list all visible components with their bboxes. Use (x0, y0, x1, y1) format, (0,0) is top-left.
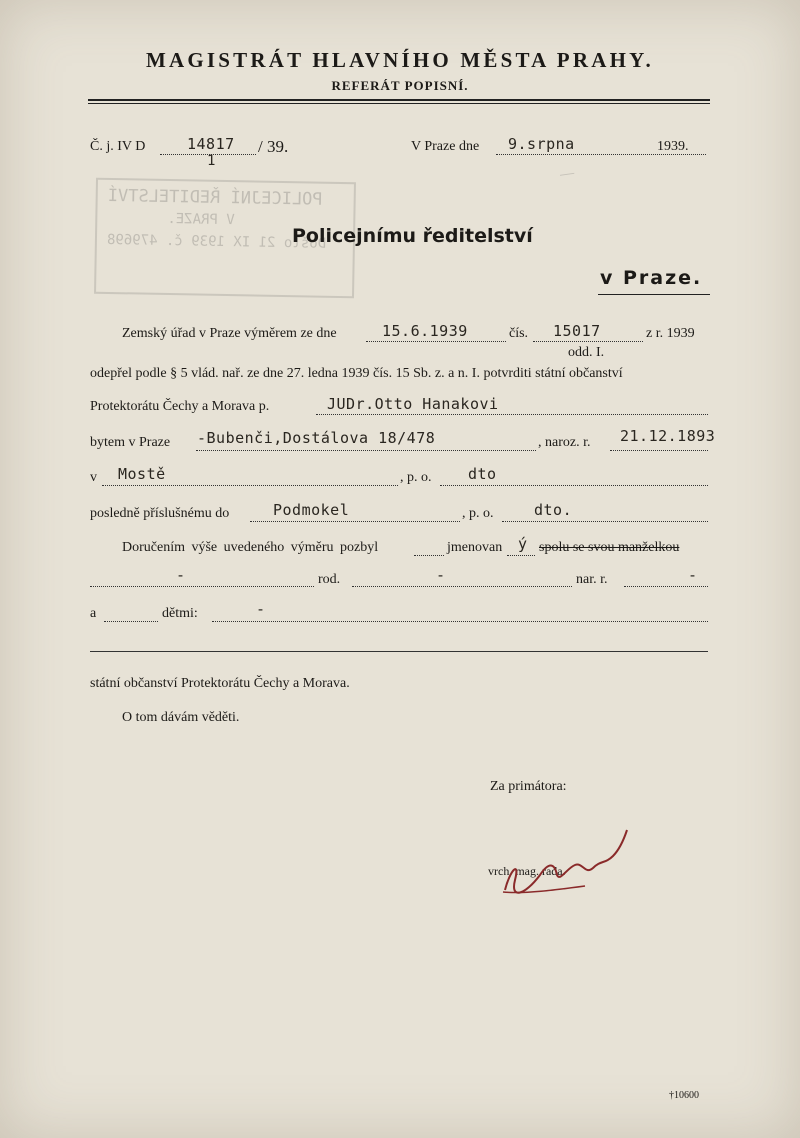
spouse-birth-label: nar. r. (576, 572, 608, 587)
ref-year: / 39. (258, 137, 289, 156)
po-value: dto (468, 465, 497, 483)
dash-3: - (688, 566, 698, 584)
and-label: a (90, 606, 97, 621)
residence-label: bytem v Praze (90, 435, 171, 450)
ref-prefix: Č. j. IV D (90, 139, 146, 154)
decree-department: odd. I. (568, 345, 605, 360)
loss-statement: Doručením výše uvedeného výměru pozbyl (122, 540, 379, 555)
addressee-line-2: v Praze. (600, 267, 703, 289)
closing-statement: O tom dávám věděti. (122, 710, 240, 725)
date-label: V Praze dne (411, 139, 480, 154)
person-label: Protektorátu Čechy a Morava p. (90, 399, 270, 414)
named-label: jmenovan (447, 540, 503, 555)
stamp-line-2: V PRAZE. (167, 210, 235, 229)
named-suffix: ý (518, 535, 528, 553)
addressee-line-1: Policejnímu ředitelství (292, 225, 533, 247)
legal-basis-text: odepřel podle § 5 vlád. nař. ze dne 27. ledna 1939 čís. 15 Sb. z. a n. I. potvrditi státní občanství (90, 366, 623, 381)
ref-number: 14817 (187, 135, 235, 153)
stamp-line-1: POLICEJNÍ ŘEDITELSTVÍ (107, 185, 323, 210)
header-title: MAGISTRÁT HLAVNÍHO MĚSTA PRAHY. (145, 48, 654, 72)
ref-sub: 1 (207, 153, 216, 169)
birth-label: , naroz. r. (538, 435, 591, 450)
birth-date: 21.12.1893 (620, 427, 716, 445)
po2-label: , p. o. (462, 506, 494, 521)
last-residence-place: Podmokel (273, 501, 350, 519)
date-year: 1939. (657, 139, 689, 154)
birthplace-label: v (90, 470, 97, 485)
po-label: , p. o. (400, 470, 432, 485)
date-day-month: 9.srpna (508, 135, 575, 153)
citizenship-statement: státní občanství Protektorátu Čechy a Morava. (90, 676, 350, 691)
signatory-title: vrch. mag. rada. (488, 864, 566, 878)
birthplace: Mostě (118, 465, 166, 483)
header-rule-bottom (88, 103, 710, 104)
last-residence-label: posledně příslušnému do (90, 506, 230, 521)
pencil-note-1: — (558, 164, 576, 183)
decree-label: Zemský úřad v Praze výměrem ze dne (122, 326, 337, 341)
header-subtitle: REFERÁT POPISNÍ. (331, 78, 469, 93)
decree-year: z r. 1939 (646, 326, 695, 341)
struck-spouse-text: spolu se svou manželkou (539, 540, 680, 555)
po2-value: dto. (534, 501, 573, 519)
decree-no-label: čís. (509, 326, 529, 341)
children-label: dětmi: (162, 606, 198, 621)
header-rule-top (88, 99, 710, 101)
dash-4: - (256, 600, 266, 618)
residence-address: -Bubenči,Dostálova 18/478 (197, 429, 436, 447)
decree-number: 15017 (553, 322, 601, 340)
decree-date: 15.6.1939 (382, 322, 468, 340)
dash-1: - (176, 566, 186, 584)
signatory-label: Za primátora: (490, 779, 567, 794)
person-name: JUDr.Otto Hanakovi (327, 395, 499, 413)
form-code: †10600 (669, 1090, 699, 1101)
dash-2: - (436, 566, 446, 584)
stamp-line-3: Došlo 21 IX 1939 č. 479698 (106, 231, 327, 252)
maiden-name-label: rod. (318, 572, 341, 587)
handwritten-signature (495, 820, 645, 900)
